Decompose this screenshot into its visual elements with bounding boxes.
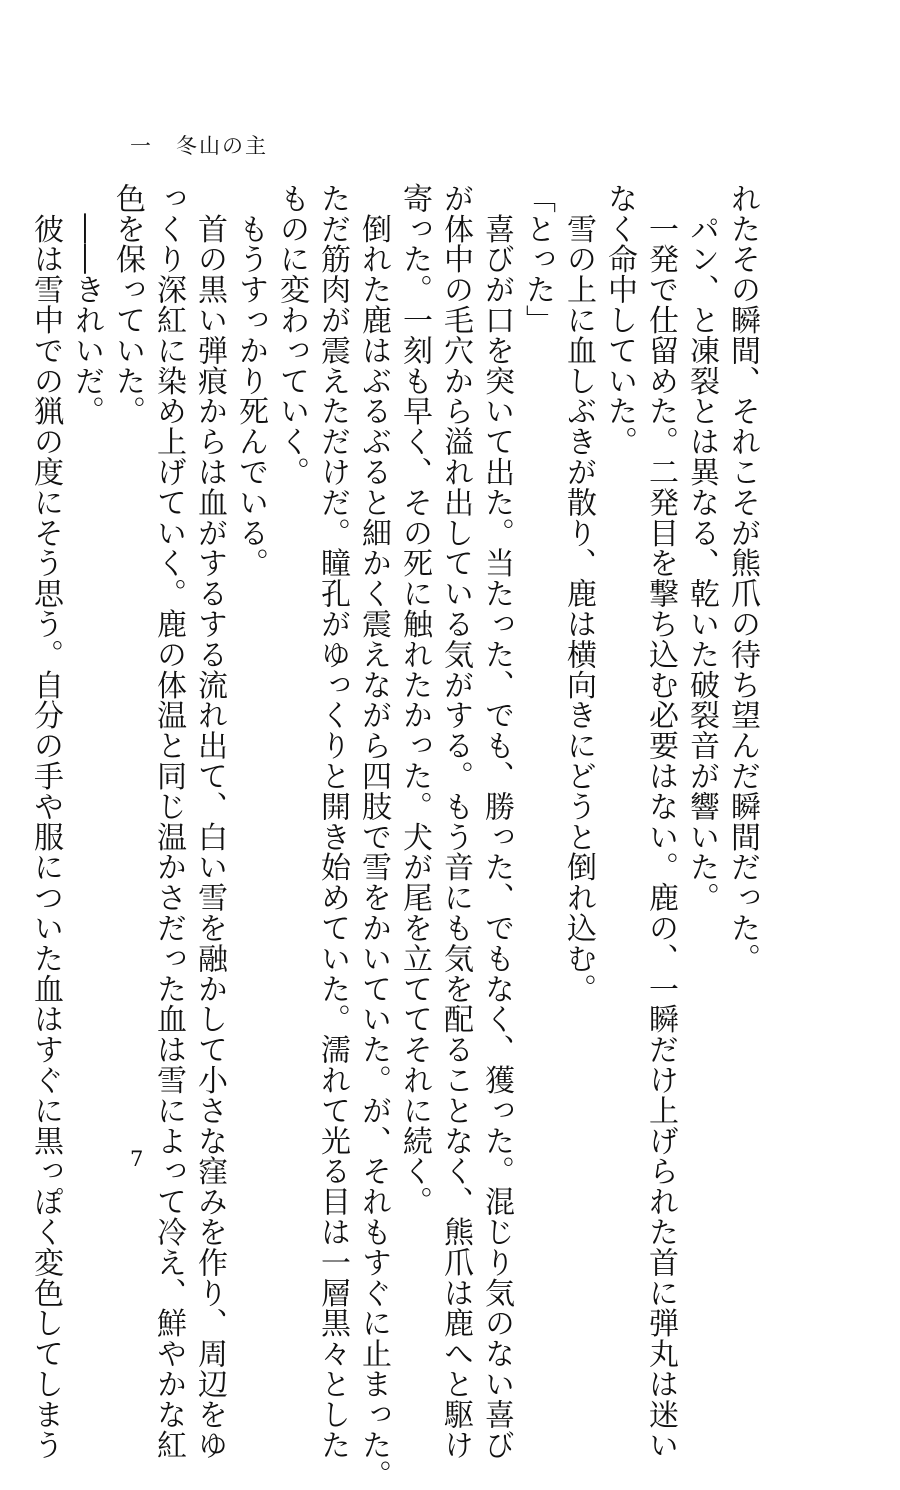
text-line: 寄った。一刻も早く、その死に触れたかった。犬が尾を立ててそれに続く。: [397, 183, 432, 1217]
text-line: れたその瞬間、それこそが熊爪の待ち望んだ瞬間だった。: [725, 183, 760, 974]
text-line: 雪の上に血しぶきが散り、鹿は横向きにどうと倒れ込む。: [561, 183, 596, 1004]
text-line: が体中の毛穴から溢れ出している気がする。もう音にも気を配ることなく、熊爪は鹿へと駆け: [438, 183, 473, 1460]
text-line: もうすっかり死んでいる。: [233, 183, 268, 579]
text-line: 首の黒い弾痕からは血がするする流れ出て、白い雪を融かして小さな窪みを作り、周辺をゆ: [192, 183, 227, 1460]
text-line: なく命中していた。: [602, 183, 637, 457]
text-line: ――きれいだ。: [69, 183, 104, 427]
running-head: 一 冬山の主: [130, 134, 268, 158]
body-text: [28, 183, 763, 1490]
text-line: っくり深紅に染め上げていく。鹿の体温と同じ温かさだった血は雪によって冷え、鮮やかな紅: [151, 183, 186, 1460]
text-line: ものに変わっていく。: [274, 183, 309, 487]
text-line: パン、と凍裂とは異なる、乾いた破裂音が響いた。: [684, 183, 719, 913]
text-line: 色を保っていた。: [110, 183, 145, 427]
text-line: 倒れた鹿はぶるぶると細かく震えながら四肢で雪をかいていた。が、それもすぐに止まった。: [356, 183, 391, 1490]
page-number: 7: [130, 1147, 144, 1171]
text-line: 喜びが口を突いて出た。当たった、でも、勝った、でもなく、獲った。混じり気のない喜び: [479, 183, 514, 1460]
text-line: ただ筋肉が震えただけだ。瞳孔がゆっくりと開き始めていた。濡れて光る目は一層黒々とした: [315, 183, 350, 1460]
text-line: 一発で仕留めた。二発目を撃ち込む必要はない。鹿の、一瞬だけ上げられた首に弾丸は迷い: [643, 183, 678, 1460]
text-line: 彼は雪中での猟の度にそう思う。自分の手や服についた血はすぐに黒っぽく変色してしまう: [28, 183, 63, 1460]
text-line: 「とった」: [520, 183, 555, 335]
